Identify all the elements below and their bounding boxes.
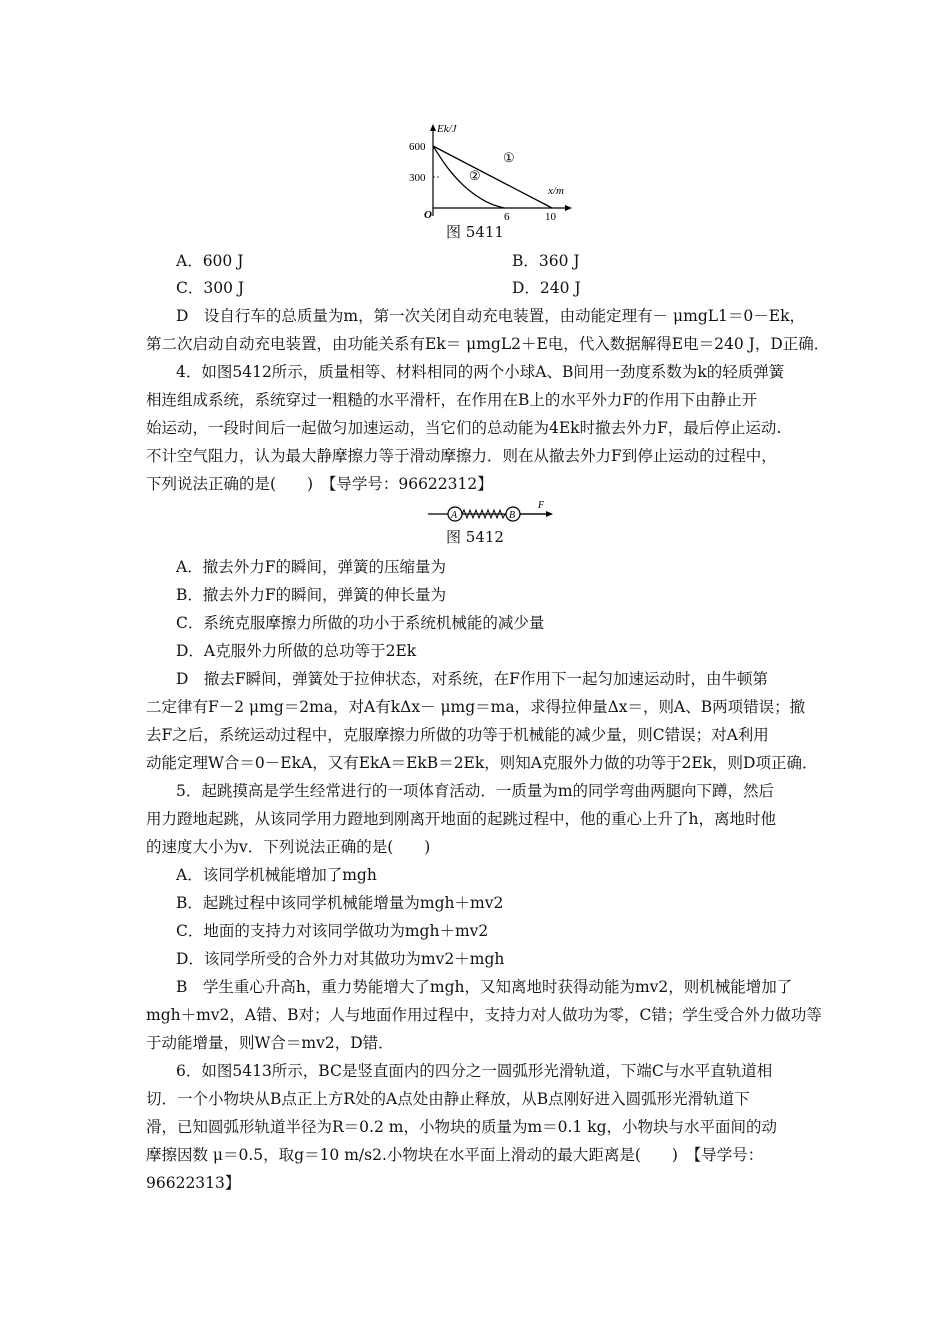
- y-axis-label: Ek/J: [437, 123, 457, 135]
- q5-option-c: C．地面的支持力对该同学做功为mgh＋mv2: [176, 922, 489, 940]
- label-a: A: [451, 510, 458, 521]
- y-axis-arrow: [430, 124, 436, 131]
- q4-stem-line: 下列说法正确的是( ) 【导学号：96622312】: [146, 475, 493, 493]
- x-axis-label: x/m: [548, 185, 564, 197]
- spring: [462, 510, 505, 518]
- q3-answer-line: 第二次启动自动充电装置，由功能关系有Ek＝ μmgL2＋E电，代入数据解得E电＝240 J，D正确．: [146, 335, 830, 353]
- q3-option-c: C．300 J: [176, 279, 245, 297]
- q5-stem-line: 5．起跳摸高是学生经常进行的一项体育活动．一质量为m的同学弯曲两腿向下蹲，然后: [176, 782, 775, 800]
- q4-option-d: D．A克服外力所做的总功等于2Ek: [176, 642, 417, 660]
- q5-stem-line: 用力蹬地起跳，从该同学用力蹬地到刚离开地面的起跳过程中，他的重心上升了h，离地时他: [146, 810, 776, 828]
- curve-1-label: ①: [503, 150, 515, 165]
- x-tick-6: 6: [504, 211, 510, 222]
- q3-option-b: B．360 J: [512, 252, 580, 270]
- label-b: B: [509, 510, 516, 521]
- curve-2-label: ②: [469, 168, 481, 183]
- q4-stem-line: 始运动，一段时间后一起做匀加速运动，当它们的总动能为4Ek时撤去外力F，最后停止运动.: [146, 419, 782, 437]
- label-f: F: [538, 500, 545, 511]
- y-tick-300: 300: [409, 172, 426, 184]
- q4-answer-line: 动能定理W合＝0－EkA，又有EkA＝EkB＝2Ek，则知A克服外力做的功等于2Ek，则D项正确．: [146, 754, 818, 772]
- q3-option-a: A．600 J: [176, 252, 244, 270]
- figure-5412: [420, 498, 560, 526]
- q3-answer-line: D 设自行车的总质量为m，第一次关闭自动充电装置，由动能定理有－ μmgL1＝0－Ek，: [176, 307, 805, 325]
- q4-answer-line: 二定律有F－2 μmg＝2ma，对A有kΔx－ μmg＝ma，求得拉伸量Δx＝，则A、B两项错误；撤: [146, 698, 806, 716]
- x-axis-arrow: [565, 205, 572, 211]
- q6-stem-line: 摩擦因数 μ＝0.5，取g＝10 m/s2.小物块在水平面上滑动的最大距离是( ) 【导学号：: [146, 1146, 764, 1164]
- force-arrowhead: [546, 511, 553, 517]
- q4-option-a: A．撤去外力F的瞬间，弹簧的压缩量为: [176, 558, 446, 576]
- q4-stem-line: 4．如图5412所示，质量相等、材料相同的两个小球A、B间用一劲度系数为k的轻质弹簧: [176, 363, 785, 381]
- y-tick-600: 600: [409, 141, 426, 153]
- q3-option-d: D．240 J: [512, 279, 581, 297]
- q4-option-b: B．撤去外力F的瞬间，弹簧的伸长量为: [176, 586, 447, 604]
- q4-answer-line: 去F之后，系统运动过程中，克服摩擦力所做的功等于机械能的减少量，则C错误；对A利用: [146, 726, 769, 744]
- origin-label: O: [424, 209, 432, 221]
- figure-5412-caption: 图 5412: [446, 528, 504, 546]
- figure-5411-caption: 图 5411: [446, 223, 504, 241]
- curve-1: [433, 146, 552, 208]
- figure-5411: [400, 122, 580, 222]
- x-tick-10: 10: [545, 211, 556, 222]
- q4-stem-line: 不计空气阻力，认为最大静摩擦力等于滑动摩擦力．则在从撤去外力F到停止运动的过程中，: [146, 447, 777, 465]
- q5-option-b: B．起跳过程中该同学机械能增量为mgh＋mv2: [176, 894, 504, 912]
- q6-stem-line: 滑，已知圆弧形轨道半径为R＝0.2 m，小物块的质量为m＝0.1 kg，小物块与水平面间的动: [146, 1118, 778, 1136]
- q5-answer-line: B 学生重心升高h，重力势能增大了mgh，又知离地时获得动能为mv2，则机械能增加了: [176, 978, 793, 996]
- q5-option-a: A．该同学机械能增加了mgh: [176, 866, 377, 884]
- q5-answer-line: mgh＋mv2，A错、B对；人与地面作用过程中，支持力对人做功为零，C错；学生受合外力做功等: [146, 1006, 822, 1024]
- q4-option-c: C．系统克服摩擦力所做的功小于系统机械能的减少量: [176, 614, 545, 632]
- q4-stem-line: 相连组成系统，系统穿过一粗糙的水平滑杆，在作用在B上的水平外力F的作用下由静止开: [146, 391, 758, 409]
- q5-stem-line: 的速度大小为v．下列说法正确的是( ): [146, 838, 431, 856]
- q6-stem-line: 96622313】: [146, 1174, 241, 1192]
- q4-answer-line: D 撤去F瞬间，弹簧处于拉伸状态，对系统，在F作用下一起匀加速运动时，由牛顿第: [176, 670, 768, 688]
- q6-stem-line: 切．一个小物块从B点正上方R处的A点处由静止释放，从B点刚好进入圆弧形光滑轨道下: [146, 1090, 750, 1108]
- q5-answer-line: 于动能增量，则W合＝mv2，D错．: [146, 1034, 394, 1052]
- q5-option-d: D．该同学所受的合外力对其做功为mv2＋mgh: [176, 950, 505, 968]
- q6-stem-line: 6．如图5413所示，BC是竖直面内的四分之一圆弧形光滑轨道，下端C与水平直轨道相: [176, 1062, 773, 1080]
